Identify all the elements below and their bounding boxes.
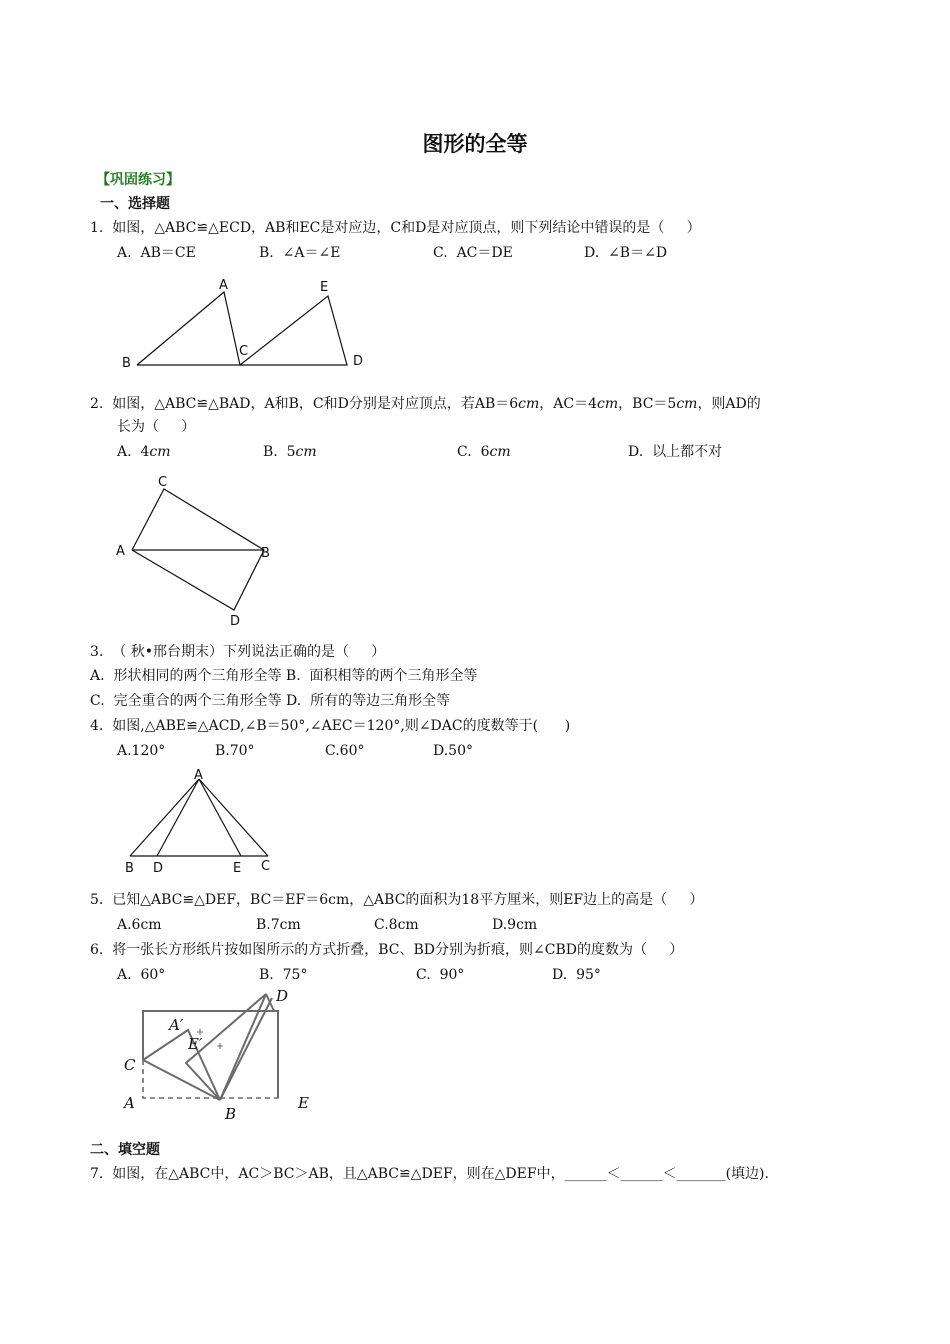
q2-stem-line1: 2. 如图，△ABC≌△BAD，A和B，C和D分别是对应顶点，若AB＝6cm，AC＝4cm，BC＝5cm，则AD的 xyxy=(90,396,761,412)
q6-label-e-prime: E′ xyxy=(188,1035,203,1053)
q1-stem: 1. 如图，△ABC≌△ECD，AB和EC是对应边，C和D是对应顶点，则下列结论中错误的是（ ） xyxy=(90,220,701,236)
q4-label-b: B xyxy=(125,861,134,876)
q6-option-a: A. 60° xyxy=(117,967,166,983)
q1-label-d: D xyxy=(353,354,364,369)
section-heading: 【巩固练习】 xyxy=(96,172,180,188)
part-heading-choice: 一、选择题 xyxy=(100,196,170,212)
q1-label-c: C xyxy=(239,344,249,359)
q4-option-d: D.50° xyxy=(433,743,473,759)
q4-stem: 4. 如图,△ABE≌△ACD,∠B＝50°,∠AEC＝120°,则∠DAC的度数等于( ) xyxy=(90,718,571,734)
q1-option-b: B. ∠A＝∠E xyxy=(259,245,341,261)
q1-figure xyxy=(115,272,375,372)
part-heading-fill: 二、填空题 xyxy=(90,1142,160,1158)
q6-label-e: E xyxy=(298,1094,309,1112)
q6-option-d: D. 95° xyxy=(552,967,601,983)
q1-label-a: A xyxy=(219,278,228,293)
q4-figure xyxy=(120,768,280,878)
q4-label-e: E xyxy=(233,861,242,876)
q2-option-d: D. 以上都不对 xyxy=(628,444,723,460)
q6-stem: 6. 将一张长方形纸片按如图所示的方式折叠，BC、BD分别为折痕，则∠CBD的度数为（ ） xyxy=(90,942,684,958)
q4-option-b: B.70° xyxy=(215,743,255,759)
q6-figure xyxy=(118,988,328,1126)
q5-option-b: B.7cm xyxy=(256,917,301,933)
q7-stem: 7. 如图，在△ABC中，AC＞BC＞AB，且△ABC≌△DEF，则在△DEF中，______＜______＜_______(填边). xyxy=(90,1166,769,1182)
q2-option-b: B. 5cm xyxy=(263,444,317,460)
q2-figure xyxy=(112,470,287,630)
q3-options-ab: A. 形状相同的两个三角形全等 B. 面积相等的两个三角形全等 xyxy=(90,668,478,684)
q3-stem: 3. （ 秋•邢台期末）下列说法正确的是（ ） xyxy=(90,644,386,660)
q5-option-a: A.6cm xyxy=(117,917,162,933)
q6-label-b: B xyxy=(225,1105,237,1123)
q4-label-c: C xyxy=(261,859,271,874)
q2-label-a: A xyxy=(116,544,125,559)
q1-option-c: C. AC＝DE xyxy=(433,245,513,261)
q6-label-a-prime: A′ xyxy=(169,1016,184,1034)
q6-label-a: A xyxy=(124,1094,135,1112)
q3-options-cd: C. 完全重合的两个三角形全等 D. 所有的等边三角形全等 xyxy=(90,693,451,709)
q1-label-b: B xyxy=(122,356,131,371)
q2-label-d: D xyxy=(230,614,241,629)
q5-option-d: D.9cm xyxy=(492,917,538,933)
q4-label-a: A xyxy=(194,768,203,783)
q4-option-c: C.60° xyxy=(325,743,365,759)
q6-option-c: C. 90° xyxy=(416,967,465,983)
q6-label-d: D xyxy=(276,987,289,1005)
q1-label-e: E xyxy=(320,280,329,295)
q4-label-d: D xyxy=(153,861,164,876)
q1-option-a: A. AB＝CE xyxy=(117,245,196,261)
q4-option-a: A.120° xyxy=(117,743,166,759)
q6-label-c: C xyxy=(124,1056,136,1074)
q2-option-a: A. 4cm xyxy=(117,444,171,460)
q1-option-d: D. ∠B＝∠D xyxy=(584,245,668,261)
q2-option-c: C. 6cm xyxy=(457,444,511,460)
q6-option-b: B. 75° xyxy=(259,967,308,983)
page-title: 图形的全等 xyxy=(422,132,528,156)
q2-label-b: B xyxy=(261,546,270,561)
q2-label-c: C xyxy=(158,475,168,490)
q5-stem: 5. 已知△ABC≌△DEF，BC＝EF＝6cm，△ABC的面积为18平方厘米，则EF边上的高是（ ） xyxy=(90,892,704,908)
q2-stem-line2: 长为（ ） xyxy=(117,419,196,435)
q5-option-c: C.8cm xyxy=(374,917,419,933)
